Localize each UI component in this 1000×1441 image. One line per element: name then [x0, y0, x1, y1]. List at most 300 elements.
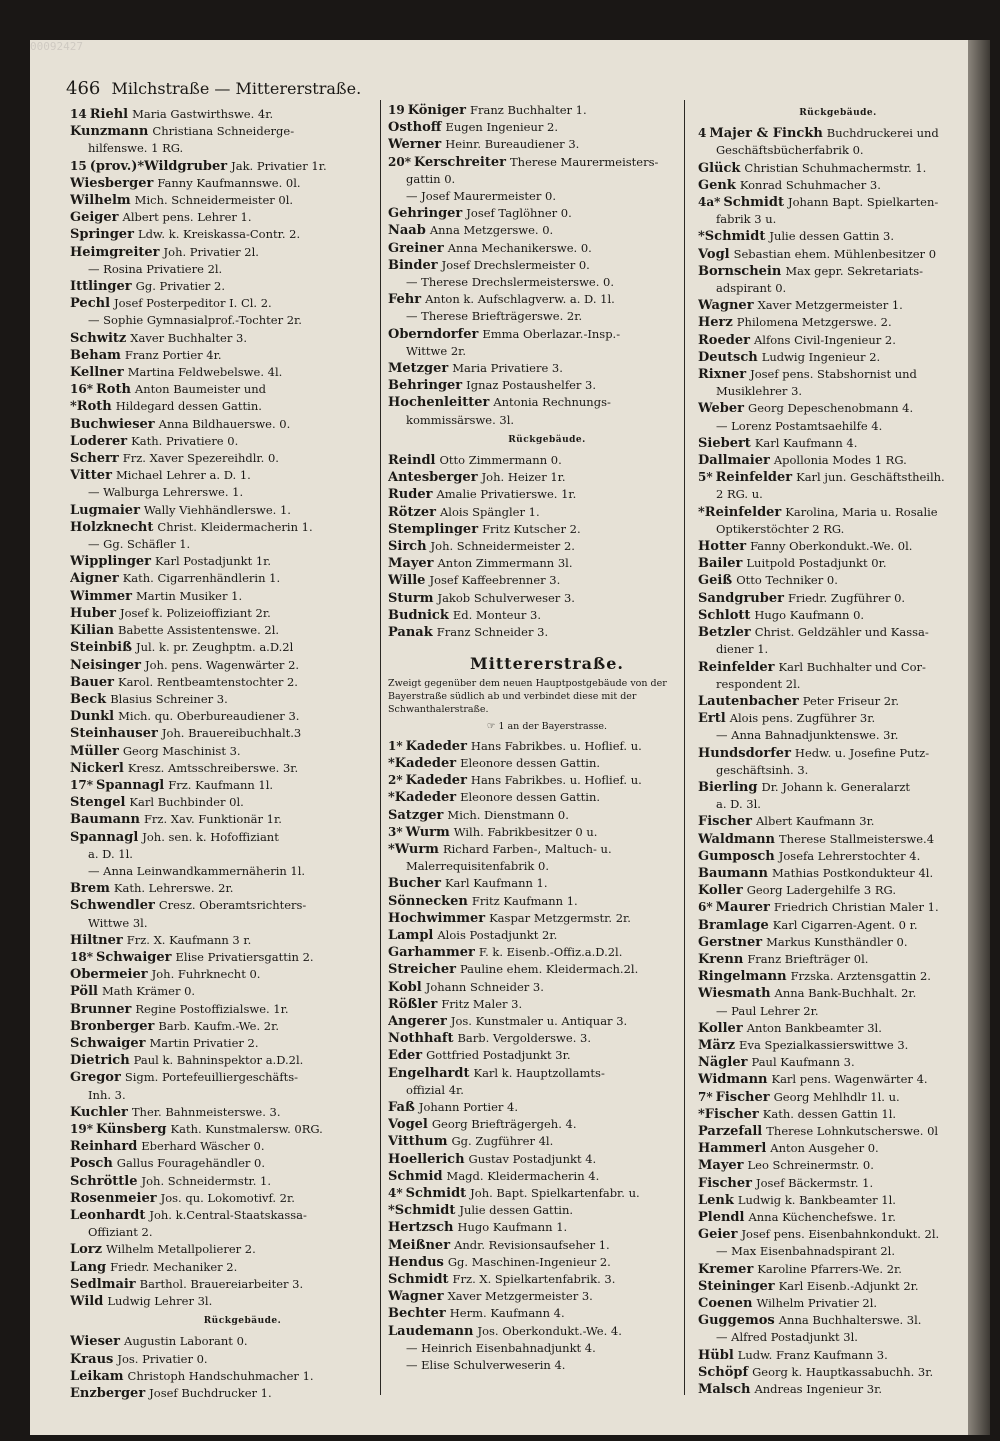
resident-details: Heinr. Bureaudiener 3.	[445, 137, 580, 152]
resident-details: Josef pens. Stabshornist und	[750, 367, 917, 382]
resident-details: Joh. Fuhrknecht 0.	[151, 967, 261, 982]
directory-entry	[698, 228, 978, 245]
directory-entry	[388, 360, 706, 377]
directory-entry	[388, 590, 706, 607]
resident-details: Joh. Brauereibuchhalt.3	[161, 726, 302, 741]
resident-name: Ertl	[698, 711, 726, 727]
directory-entry	[698, 951, 978, 968]
resident-details: Dr. Johann k. Generalarzt	[761, 779, 911, 794]
resident-name: Steinhauser	[70, 726, 158, 742]
resident-details: Kath. Cigarrenhändlerin 1.	[122, 571, 281, 586]
directory-entry	[70, 209, 415, 226]
directory-entry	[70, 1259, 415, 1276]
resident-details: Karl Kaufmann 4.	[754, 435, 858, 450]
directory-entry	[70, 880, 415, 897]
resident-details: Apollonia Modes 1 RG.	[773, 453, 907, 468]
resident-details: Friedr. Mechaniker 2.	[110, 1259, 238, 1274]
resident-details: Joh. sen. k. Hofoffiziant	[142, 829, 279, 844]
directory-entry	[698, 469, 978, 486]
resident-details: Albert Kaufmann 3r.	[755, 814, 875, 829]
resident-details: Xaver Metzgermeister 3.	[447, 1289, 593, 1304]
directory-entry	[70, 570, 415, 587]
resident-details: Anton Zimmermann 3l.	[437, 556, 573, 571]
resident-details: Anna Küchenchefswe. 1r.	[748, 1210, 896, 1224]
directory-entry	[698, 572, 978, 589]
directory-entry	[388, 979, 706, 996]
directory-entry	[698, 1347, 978, 1364]
resident-details: Andreas Ingenieur 3r.	[754, 1382, 883, 1397]
directory-entry	[698, 1364, 978, 1381]
resident-details: Franz Schneider 3.	[436, 625, 549, 640]
resident-name: Kilian	[70, 623, 114, 639]
directory-entry	[70, 1173, 415, 1190]
resident-name: Coenen	[698, 1296, 753, 1312]
household-member: — Anna Leinwandkammernäherin 1l.	[88, 863, 306, 878]
resident-name: Bauer	[70, 674, 114, 690]
directory-entry	[70, 364, 415, 381]
directory-entry	[388, 1323, 706, 1340]
resident-name: Müller	[70, 743, 119, 759]
resident-name: Betzler	[698, 625, 751, 641]
entry-continuation: diener 1.	[716, 642, 769, 657]
resident-details: Fanny Kaufmannswe. 0l.	[157, 175, 301, 190]
resident-details: Karl k. Hauptzollamts-	[473, 1065, 605, 1080]
directory-entry	[388, 927, 706, 944]
resident-details: Philomena Metzgerswe. 2.	[736, 315, 892, 330]
household-member: — Paul Lehrer 2r.	[716, 1003, 819, 1018]
directory-entry	[388, 119, 706, 136]
resident-details: Karl Buchbinder 0l.	[129, 795, 244, 810]
directory-entry	[70, 588, 415, 605]
house-number: 16*	[70, 382, 93, 397]
resident-name: Ittlinger	[70, 279, 132, 295]
resident-details: Andr. Revisionsaufseher 1.	[454, 1237, 610, 1252]
resident-details: Barb. Vergolderswe. 3.	[457, 1031, 591, 1046]
directory-entry	[698, 813, 978, 830]
resident-details: Johann Schneider 3.	[425, 979, 544, 994]
resident-details: Anton Ausgeher 0.	[770, 1141, 879, 1156]
resident-details: Frz. X. Spielkartenfabrik. 3.	[452, 1272, 616, 1286]
resident-details: Therese Stallmeisterswe.4	[779, 831, 935, 846]
resident-name: Widmann	[698, 1072, 768, 1088]
resident-name: Nothhaft	[388, 1031, 454, 1047]
resident-name: Brem	[70, 881, 110, 897]
resident-name: Schöpf	[698, 1364, 749, 1380]
resident-details: Johann Portier 4.	[418, 1099, 519, 1114]
resident-name: Krenn	[698, 951, 744, 967]
page-header	[66, 78, 426, 104]
resident-details: Julie dessen Gattin.	[459, 1203, 574, 1218]
resident-name: Kerschreiter	[413, 154, 506, 170]
resident-name: Budnick	[388, 607, 449, 623]
directory-entry	[70, 123, 415, 140]
resident-name: Hoellerich	[388, 1151, 465, 1167]
resident-details: Eva Spezialkassierswittwe 3.	[739, 1037, 909, 1052]
directory-entry	[70, 932, 415, 949]
resident-name: Angerer	[388, 1013, 447, 1029]
resident-details: Eberhard Wäscher 0.	[141, 1139, 265, 1154]
resident-details: Friedrich Christian Maler 1.	[773, 900, 939, 915]
resident-details: Karl Kaufmann 1.	[444, 876, 548, 891]
resident-name: Werner	[388, 137, 442, 153]
resident-name: Scherr	[70, 451, 119, 467]
resident-details: Anna Bank-Buchhalt. 2r.	[774, 986, 917, 1001]
resident-name: Schwaiger	[95, 949, 172, 965]
resident-name: Springer	[70, 227, 134, 243]
resident-name: Vitthum	[388, 1134, 448, 1150]
resident-name: Gumposch	[698, 848, 775, 864]
resident-name: Meißner	[388, 1237, 451, 1253]
directory-entry	[698, 1312, 978, 1329]
entry-continuation: respondent 2l.	[716, 676, 801, 691]
resident-details: Josef k. Polizeioffiziant 2r.	[119, 605, 271, 620]
directory-entry	[70, 416, 415, 433]
directory-entry	[70, 1333, 415, 1350]
resident-details: Hans Fabrikbes. u. Hoflief. u.	[470, 773, 642, 788]
resident-details: Buchdruckerei und	[826, 126, 939, 141]
house-number: 15	[70, 158, 87, 173]
entry-continuation: Offiziant 2.	[88, 1225, 153, 1240]
directory-entry	[70, 502, 415, 519]
resident-name: Gehringer	[388, 206, 463, 222]
entry-continuation: adspirant 0.	[716, 281, 787, 296]
directory-entry	[388, 222, 706, 239]
directory-entry	[698, 452, 978, 469]
directory-entry	[698, 349, 978, 366]
resident-name: Roth	[95, 382, 131, 398]
directory-entry	[388, 1151, 706, 1168]
resident-name: Wiesberger	[70, 175, 154, 191]
resident-name: Schmid	[388, 1168, 443, 1184]
directory-entry	[70, 450, 415, 467]
resident-details: Karl pens. Wagenwärter 4.	[771, 1072, 928, 1087]
resident-details: Markus Kunsthändler 0.	[766, 934, 908, 949]
resident-name: Lorz	[70, 1242, 103, 1258]
house-number: 17*	[70, 777, 93, 792]
directory-entry	[388, 452, 706, 469]
resident-details: Maria Privatiere 3.	[452, 361, 563, 376]
resident-details: Josef pens. Eisenbahnkondukt. 2l.	[741, 1227, 940, 1242]
resident-name: Hiltner	[70, 932, 123, 948]
house-number: 20*	[388, 154, 411, 169]
directory-entry	[698, 538, 978, 555]
household-member: — Walburga Lehrerswe. 1.	[88, 485, 244, 500]
resident-details: Paul Kaufmann 3.	[751, 1055, 855, 1070]
resident-details: Xaver Buchhalter 3.	[130, 330, 247, 345]
resident-name: Steinbiß	[70, 640, 132, 656]
resident-name: Beham	[70, 347, 121, 363]
resident-details: Cresz. Oberamtsrichters-	[158, 898, 307, 913]
entry-continuation: Optikerstöchter 2 RG.	[716, 521, 845, 536]
directory-page	[30, 40, 990, 1435]
resident-details: Franz Portier 4r.	[124, 347, 222, 362]
house-number: 4	[698, 126, 707, 141]
directory-entry	[70, 949, 415, 966]
directory-entry	[698, 710, 978, 727]
resident-name: Behringer	[388, 378, 463, 394]
resident-name: Parzefall	[698, 1123, 763, 1139]
resident-details: Karolina, Maria u. Rosalie	[785, 504, 938, 519]
directory-entry	[698, 435, 978, 452]
resident-details: Ludwig Ingenieur 2.	[761, 349, 881, 364]
resident-name: *Schmidt	[698, 229, 766, 245]
directory-entry	[70, 639, 415, 656]
directory-entry	[388, 1030, 706, 1047]
resident-name: Plendl	[698, 1210, 745, 1225]
resident-details: Fanny Oberkondukt.-We. 0l.	[750, 539, 913, 554]
directory-entry	[698, 1054, 978, 1071]
resident-name: Gerstner	[698, 934, 763, 950]
directory-entry	[70, 622, 415, 639]
resident-name: Reindl	[388, 453, 436, 469]
resident-name: Schmidt	[405, 1185, 467, 1201]
directory-entry	[698, 177, 978, 194]
directory-entry	[698, 297, 978, 314]
resident-name: Eder	[388, 1048, 423, 1064]
directory-entry	[388, 291, 706, 308]
resident-name: Naab	[388, 223, 426, 239]
house-number: 3*	[388, 824, 403, 839]
resident-details: Anna Mechanikerswe. 0.	[447, 240, 592, 255]
house-number: 5*	[698, 470, 713, 485]
resident-details: F. k. Eisenb.-Offiz.a.D.2l.	[478, 945, 623, 960]
house-number: 14	[70, 107, 87, 121]
directory-entry	[698, 1381, 978, 1398]
street-heading: Mittererstraße.	[470, 654, 624, 674]
directory-entry	[70, 1104, 415, 1121]
resident-details: Julie dessen Gattin 3.	[769, 229, 895, 244]
resident-details: Kath. dessen Gattin 1l.	[762, 1106, 897, 1121]
resident-details: Anton Baumeister und	[134, 382, 266, 397]
resident-name: Wagner	[698, 298, 754, 314]
household-member: — Therese Briefträgerswe. 2r.	[406, 309, 583, 324]
resident-name: Spannagl	[70, 829, 139, 845]
resident-name: Kunzmann	[70, 124, 149, 140]
resident-name: Schmidt	[388, 1272, 449, 1287]
resident-details: Augustin Laborant 0.	[124, 1334, 248, 1349]
resident-name: Fehr	[388, 292, 422, 308]
resident-name: Rößler	[388, 996, 438, 1012]
directory-entry	[70, 691, 415, 708]
resident-details: Anna Buchhalterswe. 3l.	[778, 1313, 922, 1328]
resident-name: Heimgreiter	[70, 244, 160, 260]
page-number: 466	[66, 78, 101, 99]
resident-name: Bronberger	[70, 1018, 155, 1034]
resident-details: Johann Bapt. Spielkarten-	[787, 195, 939, 210]
household-member: — Therese Drechslermeisterswe. 0.	[406, 275, 615, 290]
entry-continuation: gattin 0.	[406, 171, 456, 186]
resident-name: Schwendler	[70, 898, 155, 914]
resident-name: Malsch	[698, 1382, 751, 1398]
resident-name: Streicher	[388, 962, 456, 978]
resident-details: Karl jun. Geschäftstheilh.	[796, 470, 945, 485]
resident-details: Ludw. Franz Kaufmann 3.	[737, 1347, 888, 1362]
resident-name: Hertzsch	[388, 1220, 454, 1236]
resident-details: Anton Bankbeamter 3l.	[746, 1020, 882, 1035]
household-member: — Elise Schulverweserin 4.	[406, 1358, 566, 1373]
directory-entry	[388, 1254, 706, 1271]
resident-details: Martina Feldwebelswe. 4l.	[127, 365, 283, 380]
directory-entry	[388, 624, 706, 641]
resident-details: Alois pens. Zugführer 3r.	[729, 711, 876, 726]
entry-continuation: Wittwe 3l.	[88, 915, 148, 930]
resident-name: Glück	[698, 160, 741, 176]
resident-name: Hübl	[698, 1347, 734, 1363]
resident-name: Brunner	[70, 1001, 132, 1017]
resident-name: Waldmann	[698, 831, 776, 847]
resident-details: Josef Buchdrucker 1.	[149, 1386, 272, 1401]
directory-entry	[70, 1207, 415, 1224]
resident-name: Schmidt	[723, 195, 784, 211]
directory-entry	[698, 1278, 978, 1295]
resident-details: Elise Privatiersgattin 2.	[175, 949, 314, 964]
resident-name: Faß	[388, 1099, 415, 1115]
resident-details: Anton k. Aufschlagverw. a. D. 1l.	[425, 292, 615, 307]
resident-name: Nägler	[698, 1055, 748, 1071]
resident-details: Georg Depeschenobmann 4.	[748, 401, 914, 416]
directory-entry	[698, 865, 978, 882]
directory-entry	[70, 829, 415, 846]
resident-name: Stemplinger	[388, 521, 479, 537]
resident-details: Frz. X. Kaufmann 3 r.	[126, 932, 252, 947]
resident-name: Ruder	[388, 487, 433, 503]
resident-details: Georg Maschinist 3.	[122, 743, 241, 758]
scan-id: 00092427	[30, 40, 83, 53]
resident-details: Gg. Maschinen-Ingenieur 2.	[447, 1254, 611, 1269]
directory-entry	[70, 674, 415, 691]
resident-name: Rötzer	[388, 504, 436, 520]
resident-name: Lautenbacher	[698, 693, 799, 709]
resident-details: Karol. Rentbeamtenstochter 2.	[117, 674, 298, 689]
directory-entry	[698, 968, 978, 985]
directory-entry	[70, 1385, 415, 1402]
directory-entry	[70, 106, 415, 123]
resident-details: Blasius Schreiner 3.	[110, 691, 228, 706]
resident-details: Martin Privatier 2.	[149, 1035, 259, 1050]
directory-entry	[388, 377, 706, 394]
resident-name: Loderer	[70, 433, 128, 449]
resident-name: Reinfelder	[698, 659, 775, 675]
resident-details: Wilhelm Privatier 2l.	[756, 1296, 878, 1311]
resident-details: Otto Zimmermann 0.	[439, 453, 562, 468]
household-member: — Rosina Privatiere 2l.	[88, 261, 223, 276]
directory-entry	[698, 934, 978, 951]
resident-details: Alois Postadjunkt 2r.	[437, 927, 558, 942]
directory-entry	[70, 1001, 415, 1018]
directory-entry	[388, 1305, 706, 1322]
directory-entry	[388, 738, 706, 755]
directory-entry	[388, 394, 706, 411]
resident-name: Laudemann	[388, 1323, 474, 1339]
resident-details: Ldw. k. Kreiskassa-Contr. 2.	[137, 227, 301, 242]
resident-details: Karoline Pfarrers-We. 2r.	[757, 1261, 902, 1276]
resident-details: Leo Schreinermstr. 0.	[747, 1158, 874, 1173]
directory-entry	[70, 192, 415, 209]
directory-entry	[70, 1368, 415, 1385]
directory-entry	[70, 725, 415, 742]
resident-details: Anna Metzgerswe. 0.	[429, 223, 554, 238]
directory-entry	[70, 381, 415, 398]
resident-details: Mathias Postkondukteur 4l.	[771, 865, 934, 880]
house-number: 19*	[70, 1121, 93, 1136]
directory-entry	[388, 755, 706, 772]
resident-name: Panak	[388, 625, 433, 641]
directory-entry	[698, 882, 978, 899]
resident-details: Ther. Bahnmeisterswe. 3.	[131, 1104, 281, 1119]
column-middle	[388, 102, 706, 1415]
resident-name: Fischer	[698, 1175, 752, 1191]
house-number: 4a*	[698, 195, 721, 210]
resident-name: Weber	[698, 401, 745, 417]
resident-name: Geier	[698, 1227, 738, 1243]
directory-entry	[70, 1276, 415, 1293]
directory-entry	[388, 326, 706, 343]
resident-details: Albert pens. Lehrer 1.	[122, 210, 252, 225]
resident-name: Huber	[70, 605, 116, 621]
directory-entry	[388, 1133, 706, 1150]
directory-entry	[70, 1351, 415, 1368]
directory-entry	[70, 1190, 415, 1207]
resident-name: Lenk	[698, 1192, 734, 1208]
resident-details: Hugo Kaufmann 0.	[754, 607, 865, 622]
directory-entry	[388, 205, 706, 222]
entry-continuation: geschäftsinh. 3.	[716, 762, 809, 777]
resident-details: Anna Bildhauerswe. 0.	[158, 416, 291, 431]
house-number: 6*	[698, 900, 713, 915]
resident-details: Georg Briefträgergeh. 4.	[431, 1117, 577, 1132]
resident-details: Christoph Handschuhmacher 1.	[127, 1368, 314, 1383]
entry-continuation: kommissärswe. 3l.	[406, 412, 515, 427]
resident-details: Hildegard dessen Gattin.	[115, 399, 262, 414]
directory-entry	[698, 1295, 978, 1312]
resident-details: Amalie Privatierswe. 1r.	[436, 487, 577, 502]
entry-continuation: a. D. 3l.	[716, 797, 761, 812]
directory-entry	[388, 944, 706, 961]
resident-name: Binder	[388, 257, 438, 273]
resident-details: Jos. qu. Lokomotivf. 2r.	[160, 1190, 295, 1205]
resident-name: Osthoff	[388, 120, 442, 136]
directory-entry	[388, 1288, 706, 1305]
house-number: 4*	[388, 1185, 403, 1200]
resident-details: Christ. Geldzähler und Kassa-	[754, 625, 929, 640]
resident-name: *Roth	[70, 399, 112, 415]
directory-entry	[698, 504, 978, 521]
resident-name: Hendus	[388, 1254, 444, 1270]
directory-entry	[70, 519, 415, 536]
directory-entry	[70, 467, 415, 484]
resident-details: Franz Buchhalter 1.	[470, 103, 587, 117]
resident-name: Hundsdorfer	[698, 745, 791, 761]
directory-entry	[698, 1261, 978, 1278]
directory-entry	[698, 263, 978, 280]
directory-entry	[70, 244, 415, 261]
directory-entry	[70, 1035, 415, 1052]
resident-details: Ed. Monteur 3.	[452, 607, 541, 622]
directory-entry	[388, 154, 706, 171]
resident-name: *Reinfelder	[698, 504, 782, 520]
resident-name: Koller	[698, 883, 743, 899]
resident-details: Maria Gastwirthswe. 4r.	[132, 107, 274, 121]
entry-continuation: offizial 4r.	[406, 1082, 464, 1097]
directory-entry	[388, 538, 706, 555]
directory-entry	[698, 1175, 978, 1192]
resident-name: Mayer	[698, 1158, 744, 1174]
directory-entry	[388, 1013, 706, 1030]
resident-name: Kadeder	[405, 773, 467, 789]
entry-continuation: Inh. 3.	[88, 1087, 126, 1102]
resident-name: Sturm	[388, 590, 434, 606]
directory-entry	[698, 1123, 978, 1140]
